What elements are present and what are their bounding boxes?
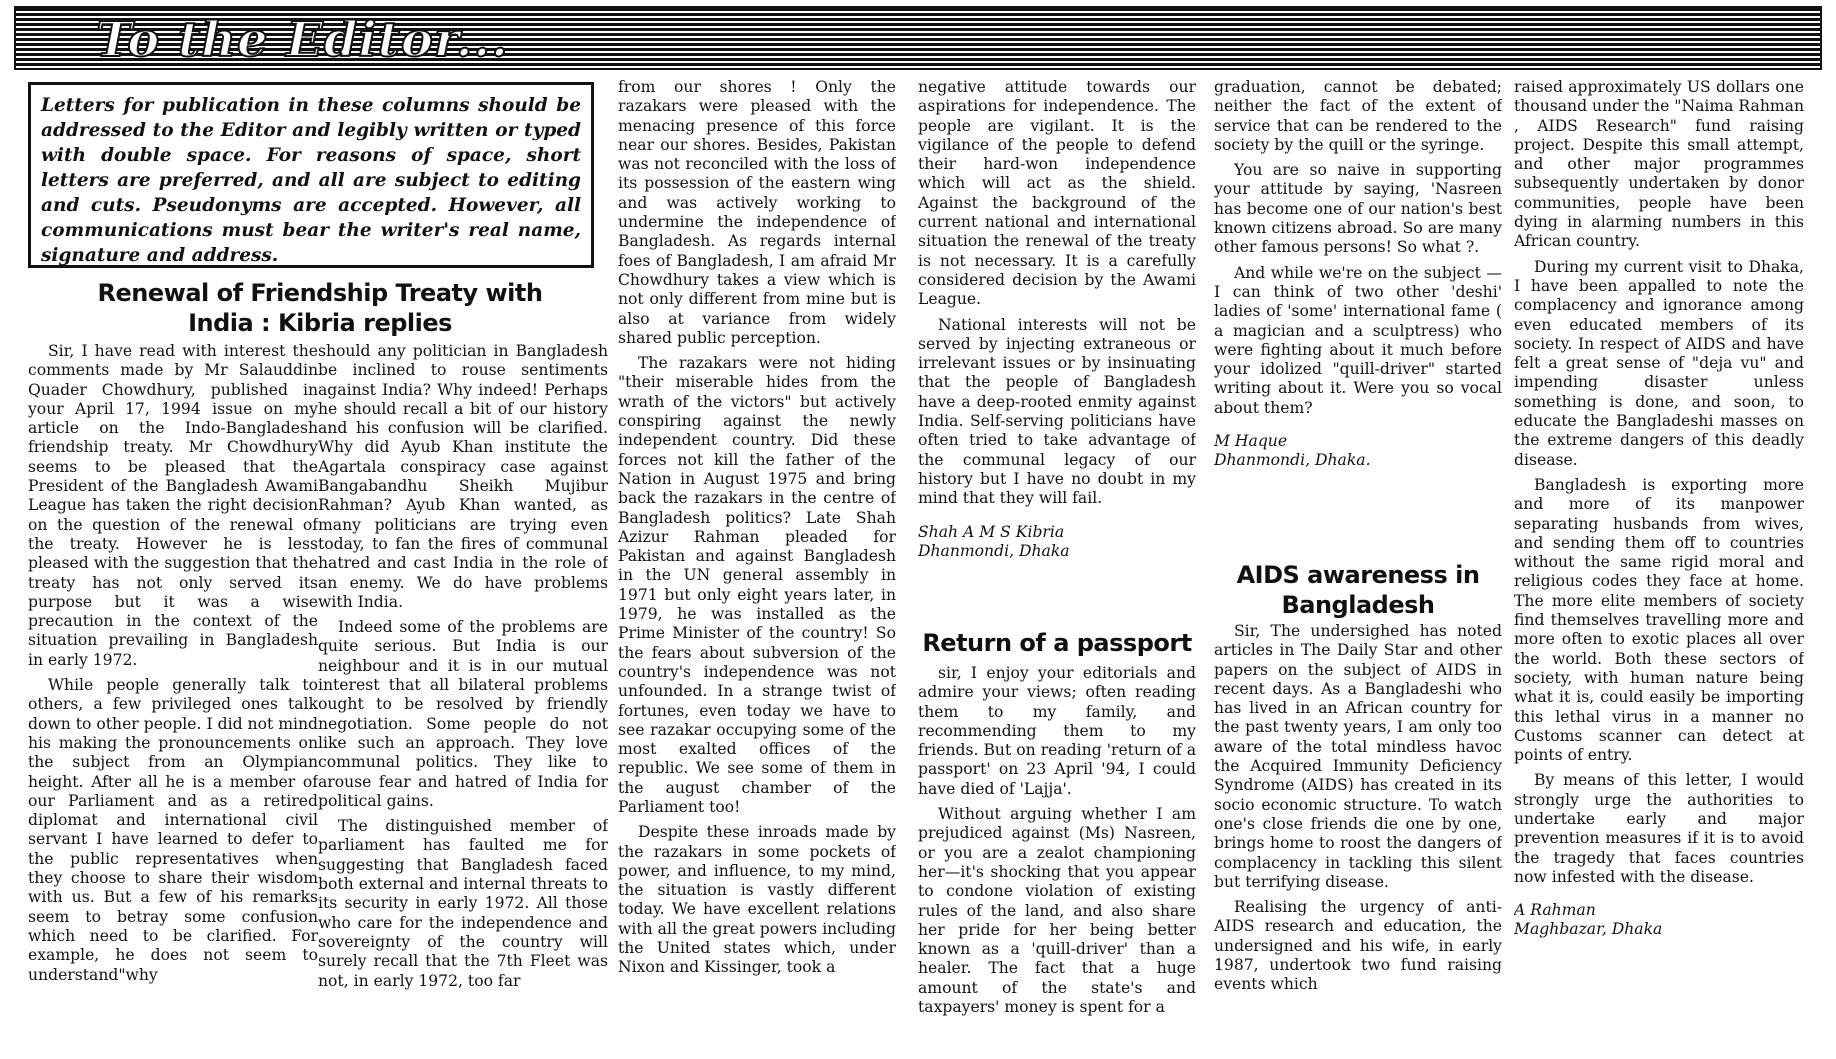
column-3: [618, 78, 896, 1053]
column-5-top: [1214, 78, 1502, 548]
letter2-paragraph: sir, I enjoy your editorials and admire your views; often reading them to my family, and recommending them to my friends. But on reading 'return of a passport' on 23 April '94, I could have died of 'Lajja'.: [918, 664, 1196, 798]
letter2-paragraph: graduation, cannot be debated; neither the fact of the extent of service that can be rendered to the society by the quill or the syringe.: [1214, 78, 1502, 154]
letter2-paragraph: You are so naive in supporting your attitude by saying, 'Nasreen has become one of our nation's best known citizens abroad. So are many other famous persons! So what ?.: [1214, 161, 1502, 257]
letter1-paragraph: negative attitude towards our aspirations for independence. The people are vigilant. It is the vigilance of the people to defend their hard-won independence which will act as the shield. Against the background of the current national and international situation the renewal of the treaty is not necessary. It is a carefully considered decision by the Awami League.: [918, 78, 1196, 309]
letter1-paragraph: The razakars were not hiding "their miserable hides from the wrath of the victors" but actively conspiring against the newly independent country. Did these forces not kill the father of the Nation in August 1975 and bring back the razakars in the centre of Bangladesh politics? Late Shah Azizur Rahman pleaded for Pakistan and against Bangladesh in the UN general assembly in 1971 but only eight years later, in 1979, he was installed as the Prime Minister of the country! So the fears about subversion of the country's independence was not unfounded. In a strange twist of fortunes, even today we have to see razakar occupying some of the most exalted offices of the republic. We see some of them in the august chamber of the Parliament too!: [618, 354, 896, 816]
letter2-paragraph: Without arguing whether I am prejudiced against (Ms) Nasreen, or you are a zealot championing her—it's shocking that you appear to condone violation of existing rules of the land, and also share her pride for her being better known as a 'quill-driver' than a healer. The fact that a huge amount of the state's and taxpayers' money is spent for a: [918, 805, 1196, 1017]
section-banner: [14, 6, 1822, 70]
column-4-bottom: [918, 664, 1196, 1053]
letter1-paragraph: Sir, I have read with interest the comments made by Mr Salauddin Quader Chowdhury, published in your April 17, 1994 issue on my article on the Indo-Bangladesh friendship treaty. Mr Chowdhury seems to be pleased that the President of the Bangladesh Awami League has taken the right decision on the question of the renewal of the treaty. However he is less pleased with the suggestion that the treaty has not only served its purpose but it was a wise precaution in the context of the situation prevailing in Bangladesh in early 1972.: [28, 342, 318, 669]
letter2-signature-place: Dhanmondi, Dhaka.: [1214, 451, 1371, 470]
letter2-headline: Return of a passport: [922, 629, 1192, 657]
column-4-top: [918, 78, 1196, 618]
letter3-headline: [1214, 560, 1502, 620]
letter1-signature: [918, 523, 1196, 562]
letter2-signature: [1214, 432, 1502, 471]
column-1: [28, 342, 318, 1053]
letter3-signature-name: A Rahman: [1514, 901, 1596, 920]
column-5-bottom: [1214, 622, 1502, 1053]
letter1-paragraph: Indeed some of the problems are quite serious. But India is our neighbour and it is in our mutual interest that all bilateral problems ought to be resolved by friendly negotiation. Some people do not like such an approach. They love communal politics. They like to arouse fear and hatred of India for political gains.: [318, 618, 608, 810]
letter3-paragraph: By means of this letter, I would strongly urge the authorities to undertake early and major prevention measures if it is to avoid the tragedy that faces countries now infested with the disease.: [1514, 771, 1804, 886]
letter3-paragraph: During my current visit to Dhaka, I have been appalled to note the complacency and ignorance among even educated members of its society. In respect of AIDS and have felt a great sense of "deja vu" and impending disaster unless something is done, and soon, to educate the Bangladeshi masses on the extreme dangers of this deadly disease.: [1514, 257, 1804, 469]
letter3-paragraph: Sir, The undersighed has noted articles in The Daily Star and other papers on the subject of AIDS in recent days. As a Bangladeshi who has lived in an African country for the past twenty years, I am only too aware of the total mindless havoc the Acquired Immunity Deficiency Syndrome (AIDS) has created in its socio economic structure. To watch one's close friends die one by one, brings home to roost the dangers of complacency in tackling this silent but terrifying disease.: [1214, 622, 1502, 891]
letter2-paragraph: And while we're on the subject — I can think of two other 'deshi' ladies of 'some' international fame ( a magician and a sculptress) who were fighting about it much before your idolized "quill-driver" started writing about it. Were you so vocal about them?: [1214, 263, 1502, 417]
section-title: To the Editor...: [96, 12, 509, 68]
letter1-headline: [40, 278, 600, 338]
letter1-paragraph: should any politician in Bangladesh be inclined to rouse sentiments against India? Why indeed! Perhaps he should recall a bit of our history and his confusion will be clarified. Why did Ayub Khan institute the Agartala conspiracy case against Bangabandhu Sheikh Mujibur Rahman? Ayub Khan wanted, as many politicians are trying even today, to fan the fires of communal hatred and cast India in the role of an enemy. We do have problems with India.: [318, 342, 608, 611]
letter1-headline-line1: Renewal of Friendship Treaty with: [97, 279, 543, 307]
letter3-headline-line2: Bangladesh: [1281, 591, 1435, 619]
letter3-signature-place: Maghbazar, Dhaka: [1514, 920, 1663, 939]
letter1-paragraph: Despite these inroads made by the razakars in some pockets of power, and influence, to my mind, the situation is vastly different today. We have excellent relations with all the great powers including the United states which, under Nixon and Kissinger, took a: [618, 823, 896, 977]
letter1-paragraph: While people generally talk to others, a few privileged ones talk down to other people. I did not mind his making the pronouncements on the subject from an Olympian height. After all he is a member of our Parliament and as a retired diplomat and international civil servant I have learned to defer to the public representatives when they choose to share their wisdom with us. But a few of his remarks seem to betray some confusion which need to be clarified. For example, he does not seem to understand"why: [28, 676, 318, 984]
letter1-paragraph: from our shores ! Only the razakars were pleased with the menacing presence of this force near our shores. Besides, Pakistan was not reconciled with the loss of its possession of the eastern wing and was actively working to undermine the independence of Bangladesh. As regards internal foes of Bangladesh, I am afraid Mr Chowdhury takes a view which is not only different from mine but is also at variance from widely shared public perception.: [618, 78, 896, 347]
letter3-paragraph: raised approximately US dollars one thousand under the "Naima Rahman , AIDS Research" fund raising project. Despite this small attempt, and other major programmes subsequently undertaken by donor communities, people have been dying in alarming numbers in this African country.: [1514, 78, 1804, 251]
letter2-signature-name: M Haque: [1214, 432, 1288, 451]
column-2: [318, 342, 608, 1053]
letter1-paragraph: The distinguished member of parliament has faulted me for suggesting that Bangladesh faced both external and internal threats to its security in early 1972. All those who care for the independence and sovereignty of the country will surely recall that the 7th Fleet was not, in early 1972, too far: [318, 817, 608, 990]
column-6: [1514, 78, 1804, 1053]
letter1-signature-name: Shah A M S Kibria: [918, 522, 1065, 541]
submission-notice: Letters for publication in these columns should be addressed to the Editor and legibly written or typed with double space. For reasons of space, short letters are preferred, and all are subject to editing and cuts. Pseudonyms are accepted. However, all communications must bear the writer's real name, signature and address.: [28, 82, 594, 268]
letter1-signature-place: Dhanmondi, Dhaka: [918, 541, 1070, 560]
letter3-headline-line1: AIDS awareness in: [1236, 561, 1480, 589]
letter3-signature: [1514, 901, 1804, 940]
letter1-headline-line2: India : Kibria replies: [188, 309, 452, 337]
letter1-paragraph: National interests will not be served by injecting extraneous or irrelevant issues or by insinuating that the people of Bangladesh have a deep-rooted enmity against India. Self-serving politicians have often tried to take advantage of the communal legacy of our history but I have no doubt in my mind that they will fail.: [918, 315, 1196, 508]
letter3-paragraph: Bangladesh is exporting more and more of its manpower separating husbands from wives, and sending them off to countries without the same rigid moral and religious codes they face at home. The more elite members of society find themselves travelling more and more often to exotic places all over the world. Both these sectors of society, with human nature being what it is, could easily be importing this lethal virus in a manner no Customs scanner can detect at points of entry.: [1514, 475, 1804, 765]
letter3-paragraph: Realising the urgency of anti-AIDS research and education, the undersigned and his wife, in early 1987, undertook two fund raising events which: [1214, 898, 1502, 994]
